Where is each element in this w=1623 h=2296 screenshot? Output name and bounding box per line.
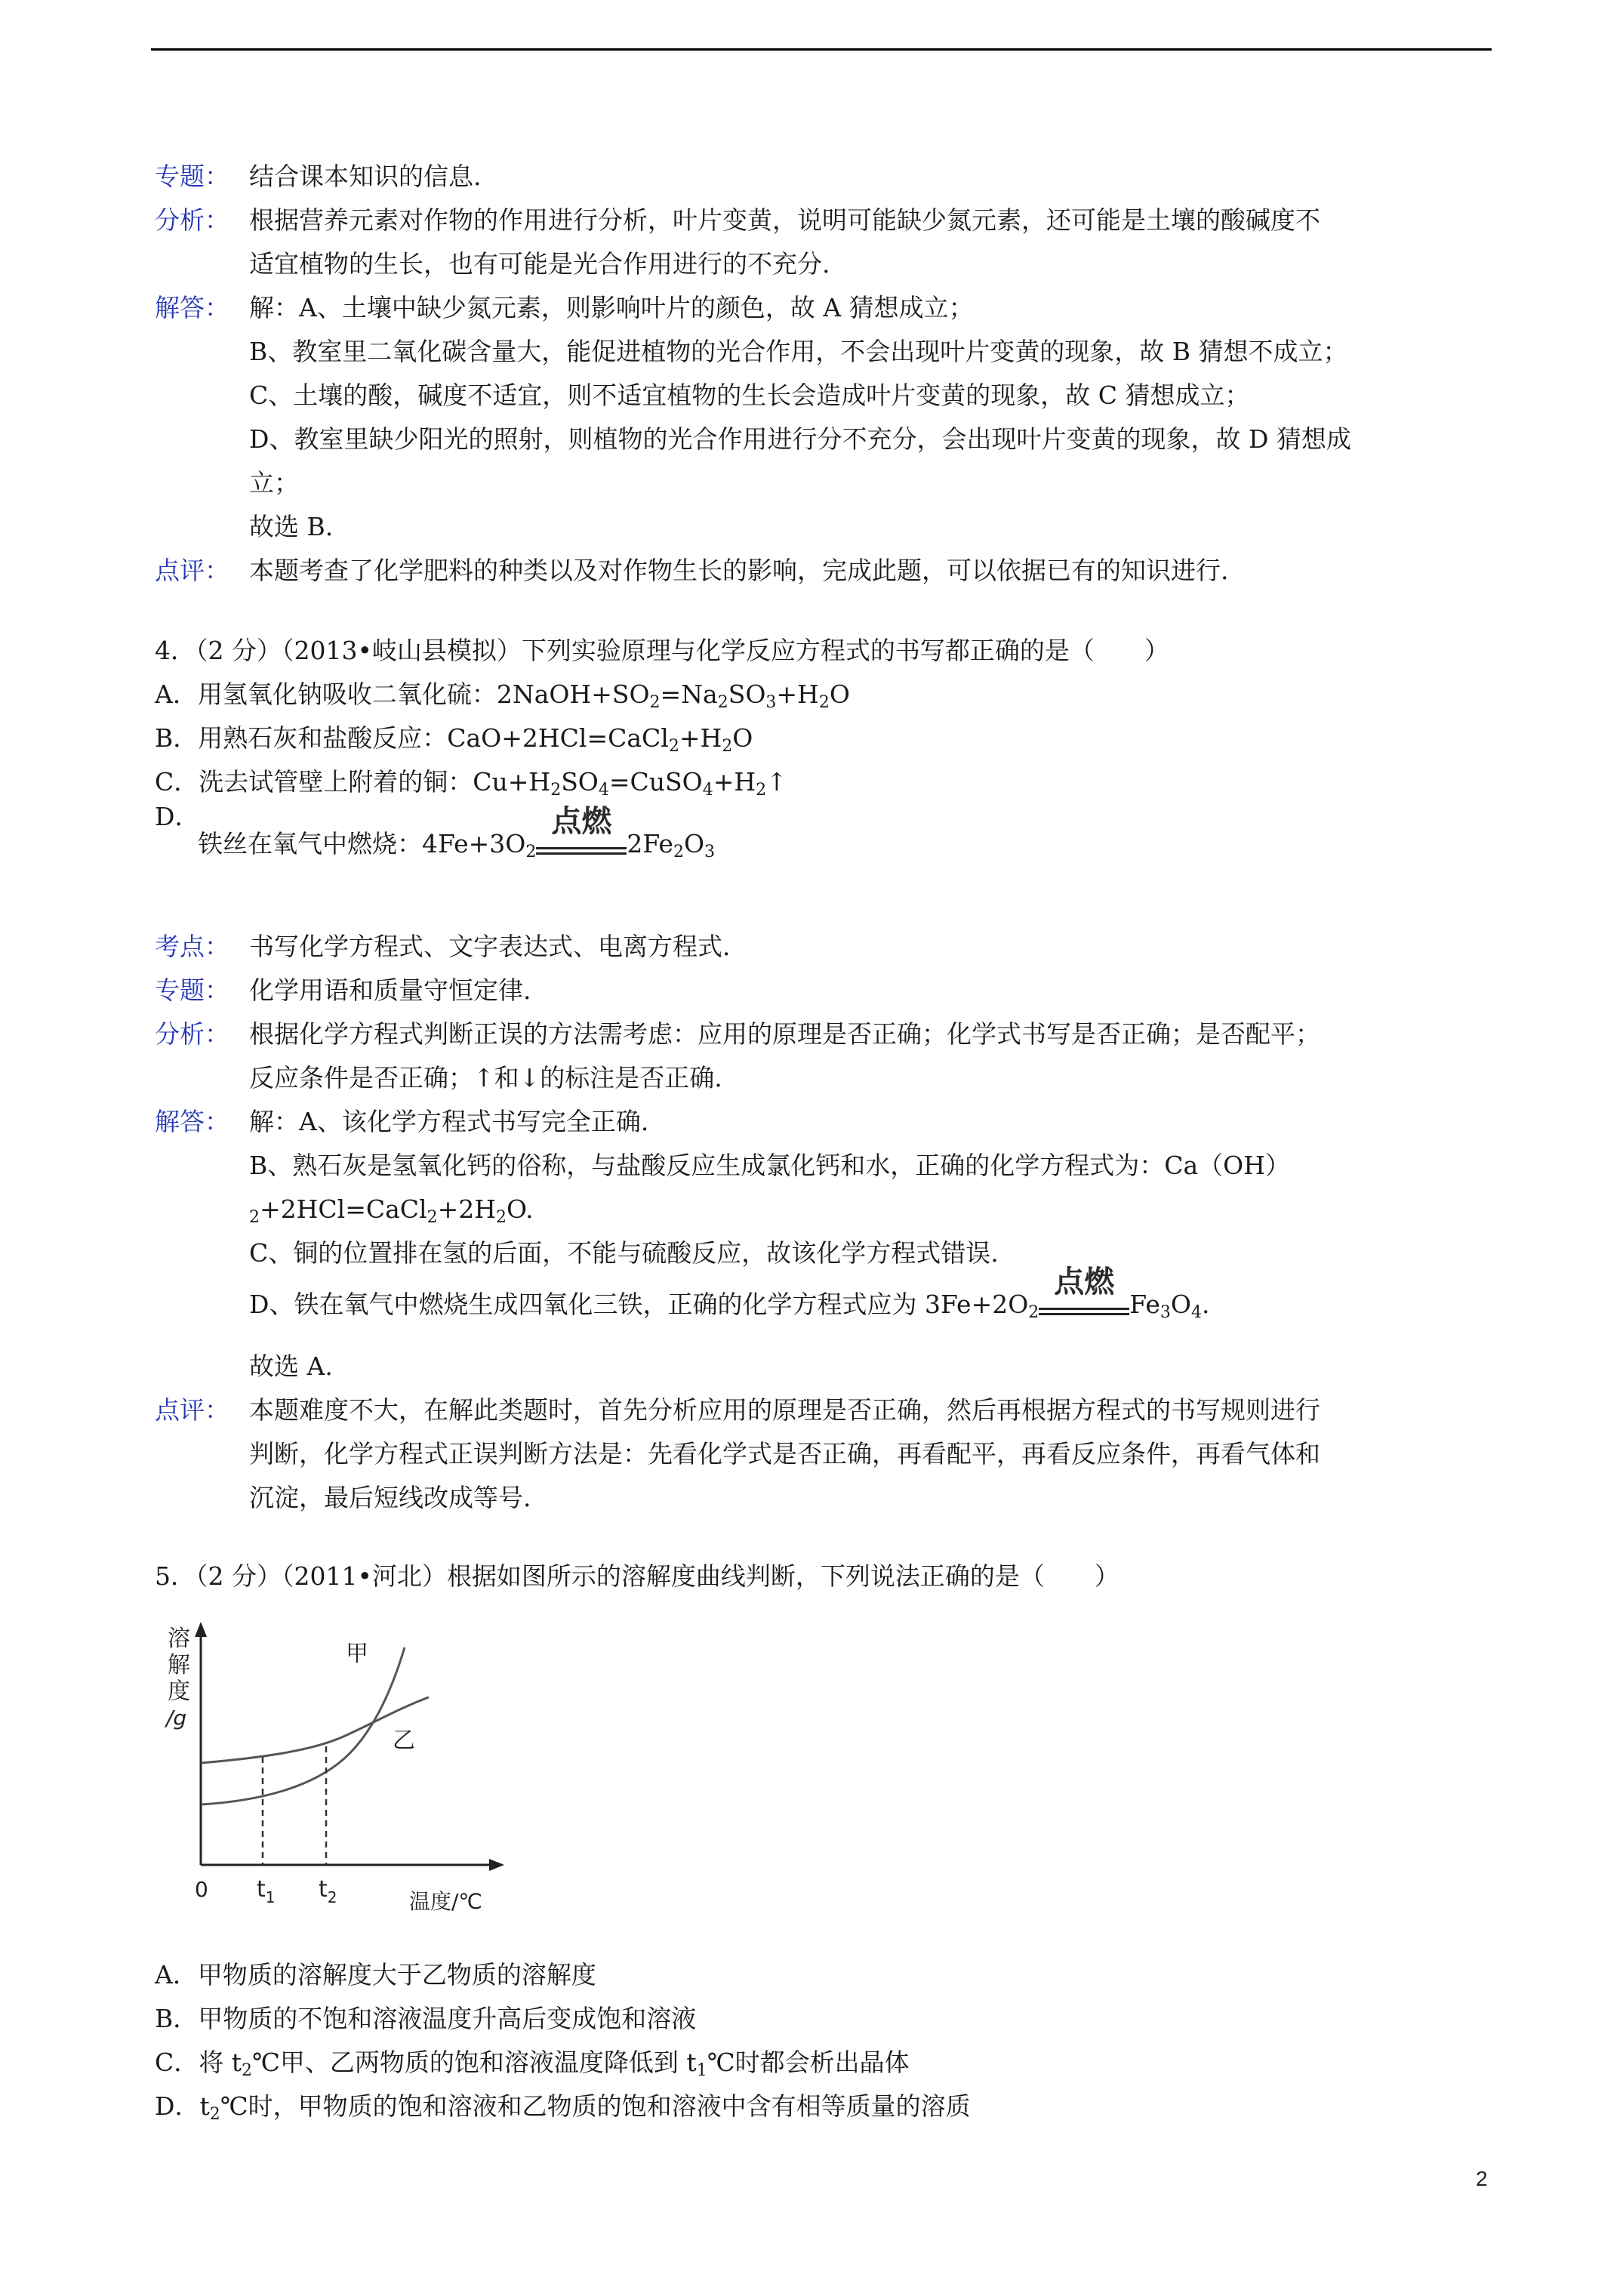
x-label: 温度/℃ <box>409 1889 482 1914</box>
q3-jieda-line-1: 解：A、土壤中缺少氮元素，则影响叶片的颜色，故 A 猜想成立； <box>249 293 974 322</box>
q4-jieda-line-1: 解：A、该化学方程式书写完全正确. <box>249 1107 649 1136</box>
q4-jieda-line-2: B、熟石灰是氢氧化钙的俗称，与盐酸反应生成氯化钙和水，正确的化学方程式为：Ca（OH） <box>249 1151 1291 1180</box>
q4-jieda-line-3: $_2+2HCl=CaCl_2+2H_2O$. <box>249 1194 534 1227</box>
q5-option-a: A．甲物质的溶解度大于乙物质的溶解度 <box>155 1960 596 1989</box>
q3-jieda-line-5: 立； <box>249 468 299 498</box>
q4-jieda-label: 解答： <box>155 1107 229 1136</box>
curve-yi-label: 乙 <box>393 1727 415 1754</box>
q3-dianping-text: 本题考查了化学肥料的种类以及对作物生长的影响，完成此题，可以依据已有的知识进行. <box>249 556 1229 585</box>
q4-fenxi-label: 分析： <box>155 1019 229 1049</box>
q3-jieda-line-3: C、土壤的酸，碱度不适宜，则不适宜植物的生长会造成叶片变黄的现象，故 C 猜想成立； <box>249 381 1250 410</box>
q5-stem: 5．（2 分）（2011•河北）根据如图所示的溶解度曲线判断，下列说法正确的是（ ） <box>155 1561 1119 1591</box>
header-rule <box>151 48 1492 51</box>
y-axis-arrow <box>195 1622 207 1637</box>
q4-fenxi-line-1: 根据化学方程式判断正误的方法需考虑：应用的原理是否正确；化学式书写是否正确；是否配平； <box>249 1019 1320 1049</box>
q4-dianping-line-1: 本题难度不大，在解此类题时，首先分析应用的原理是否正确，然后再根据方程式的书写规则进行 <box>249 1395 1320 1425</box>
y-label-2: 解 <box>168 1652 190 1678</box>
q4-kaodian-label: 考点： <box>155 932 229 961</box>
q4-stem: 4．（2 分）（2013•岐山县模拟）下列实验原理与化学反应方程式的书写都正确的是（ ） <box>155 636 1169 665</box>
y-label-1: 溶 <box>168 1626 190 1652</box>
q3-jieda-line-2: B、教室里二氧化碳含量大，能促进植物的光合作用，不会出现叶片变黄的现象，故 B 猜想不成立； <box>249 337 1348 366</box>
q3-zhuanti-text: 结合课本知识的信息. <box>249 162 482 191</box>
q4-kaodian-text: 书写化学方程式、文字表达式、电离方程式. <box>249 932 731 961</box>
q4-option-b: B．用熟石灰和盐酸反应：$CaO+2HCl=CaCl_2+H_2O$ <box>155 723 753 756</box>
q4-dianping-label: 点评： <box>155 1395 229 1425</box>
q3-jieda-line-6: 故选 B. <box>249 512 334 541</box>
q4-dianping-line-3: 沉淀，最后短线改成等号. <box>249 1483 531 1512</box>
q4-option-c: C．洗去试管壁上附着的铜：$Cu+H_2SO_4=CuSO_4+H_2↑$ <box>155 767 787 800</box>
curve-jia-label: 甲 <box>346 1641 368 1667</box>
q3-zhuanti-label: 专题： <box>155 162 229 191</box>
x-axis-arrow <box>489 1859 504 1871</box>
y-label-4: /g <box>166 1706 187 1730</box>
q3-fenxi-label: 分析： <box>155 205 229 235</box>
q3-jieda-line-4: D、教室里缺少阳光的照射，则植物的光合作用进行分不充分，会出现叶片变黄的现象，故 D 猜想成 <box>249 424 1351 454</box>
q5-option-b: B．甲物质的不饱和溶液温度升高后变成饱和溶液 <box>155 2004 697 2033</box>
q4-option-a: A．用氢氧化钠吸收二氧化硫：$2NaOH+SO_2=Na_2SO_3+H_2O$ <box>155 680 850 712</box>
q5-option-d: D．$t_2℃$时，甲物质的饱和溶液和乙物质的饱和溶液中含有相等质量的溶质 <box>155 2091 971 2124</box>
q4-option-d: 铁丝在氧气中燃烧：$4Fe+3O_2$ 点燃 $2Fe_2O_3$ <box>198 804 716 861</box>
q3-jieda-label: 解答： <box>155 293 229 322</box>
reaction-condition: 点燃 <box>1039 1290 1129 1320</box>
q3-fenxi-line-1: 根据营养元素对作物的作用进行分析，叶片变黄，说明可能缺少氮元素，还可能是土壤的酸碱度不 <box>249 205 1320 235</box>
q4-jieda-line-6: 故选 A. <box>249 1351 333 1381</box>
q4-fenxi-line-2: 反应条件是否正确；↑和↓的标注是否正确. <box>249 1063 722 1093</box>
curve-jia <box>201 1647 405 1804</box>
q4-jieda-line-4: C、铜的位置排在氢的后面，不能与硫酸反应，故该化学方程式错误. <box>249 1238 999 1268</box>
solubility-curve-figure <box>151 1616 528 1925</box>
q4-zhuanti-label: 专题： <box>155 975 229 1005</box>
q4-option-d-letter: D． <box>155 802 200 831</box>
q4-dianping-line-2: 判断，化学方程式正误判断方法是：先看化学式是否正确，再看配平，再看反应条件，再看气体和 <box>249 1439 1320 1469</box>
q5-option-c: C．将 $t_2℃$甲、乙两物质的饱和溶液温度降低到 $t_1℃$时都会析出晶体 <box>155 2048 910 2080</box>
reaction-condition: 点燃 <box>536 829 627 859</box>
page-number: 2 <box>1476 2167 1488 2190</box>
q4-zhuanti-text: 化学用语和质量守恒定律. <box>249 975 531 1005</box>
q3-fenxi-line-2: 适宜植物的生长，也有可能是光合作用进行的不充分. <box>249 249 830 279</box>
q4-jieda-line-5: D、铁在氧气中燃烧生成四氧化三铁，正确的化学方程式应为 $3Fe+2O_2$ 点燃 $Fe_3O_4$. <box>249 1265 1210 1322</box>
q3-dianping-label: 点评： <box>155 556 229 585</box>
origin-label: 0 <box>195 1877 208 1902</box>
y-label-3: 度 <box>168 1678 190 1705</box>
t1-label: $t_1$ <box>257 1876 276 1906</box>
t2-label: $t_2$ <box>319 1876 337 1906</box>
